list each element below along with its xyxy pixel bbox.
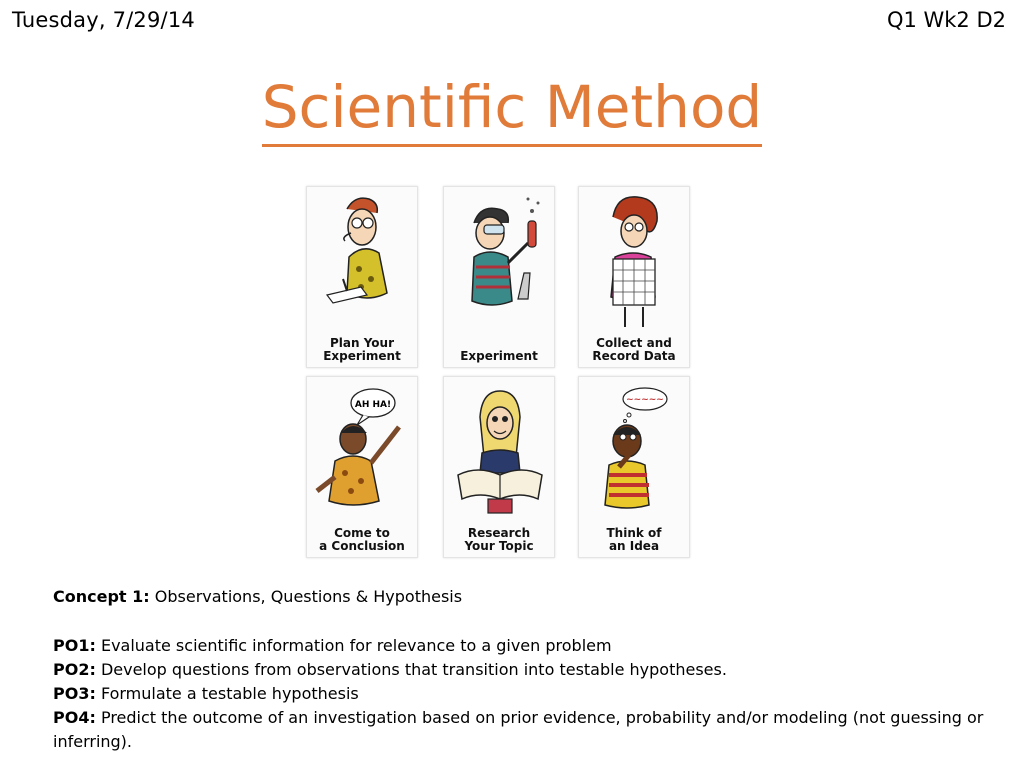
page-title: [0, 73, 1024, 147]
objective-item: [53, 706, 993, 754]
panel-plan-experiment: [306, 186, 418, 368]
bubble-text: ~~~~~: [626, 395, 664, 405]
objective-label: PO1:: [53, 636, 96, 655]
objective-text: Formulate a testable hypothesis: [100, 684, 359, 703]
scientific-method-grid: [306, 186, 690, 558]
concept-line: [53, 587, 462, 606]
objective-text: Predict the outcome of an investigation based on prior evidence, probability and/or modeling (not guessing or inferring).: [53, 708, 984, 751]
panel-label: Come to a Conclusion: [319, 526, 405, 553]
panel-label: Experiment: [460, 349, 538, 363]
cartoon-planner-icon: [307, 187, 417, 337]
panel-collect-data: [578, 186, 690, 368]
date-label: Tuesday, 7/29/14: [12, 8, 195, 32]
panel-research: [443, 376, 555, 558]
panel-label: Plan Your Experiment: [323, 336, 401, 363]
cartoon-scientist-test-tube-icon: [444, 187, 554, 337]
lesson-code: Q1 Wk2 D2: [886, 8, 1006, 32]
cartoon-data-chart-icon: [579, 187, 689, 337]
panel-label: Collect and Record Data: [592, 336, 676, 363]
objective-text: Develop questions from observations that transition into testable hypotheses.: [100, 660, 727, 679]
bubble-text: AH HA!: [354, 400, 392, 410]
objective-item: [53, 682, 993, 706]
objective-item: [53, 658, 993, 682]
objective-label: PO3:: [53, 684, 96, 703]
panel-conclusion: [306, 376, 418, 558]
objective-text: Evaluate scientific information for relevance to a given problem: [100, 636, 612, 655]
performance-objectives: [53, 634, 993, 754]
panel-think-idea: [578, 376, 690, 558]
panel-label: Research Your Topic: [464, 526, 534, 553]
panel-experiment: [443, 186, 555, 368]
objective-label: PO4:: [53, 708, 96, 727]
cartoon-aha-icon: [307, 377, 417, 527]
concept-label: Concept 1:: [53, 587, 150, 606]
panel-label: Think of an Idea: [606, 526, 662, 553]
cartoon-thinking-icon: [579, 377, 689, 527]
objective-item: [53, 634, 993, 658]
concept-text: Observations, Questions & Hypothesis: [154, 587, 463, 606]
page-title-text: Scientific Method: [262, 78, 763, 147]
cartoon-reading-book-icon: [444, 377, 554, 527]
objective-label: PO2:: [53, 660, 96, 679]
